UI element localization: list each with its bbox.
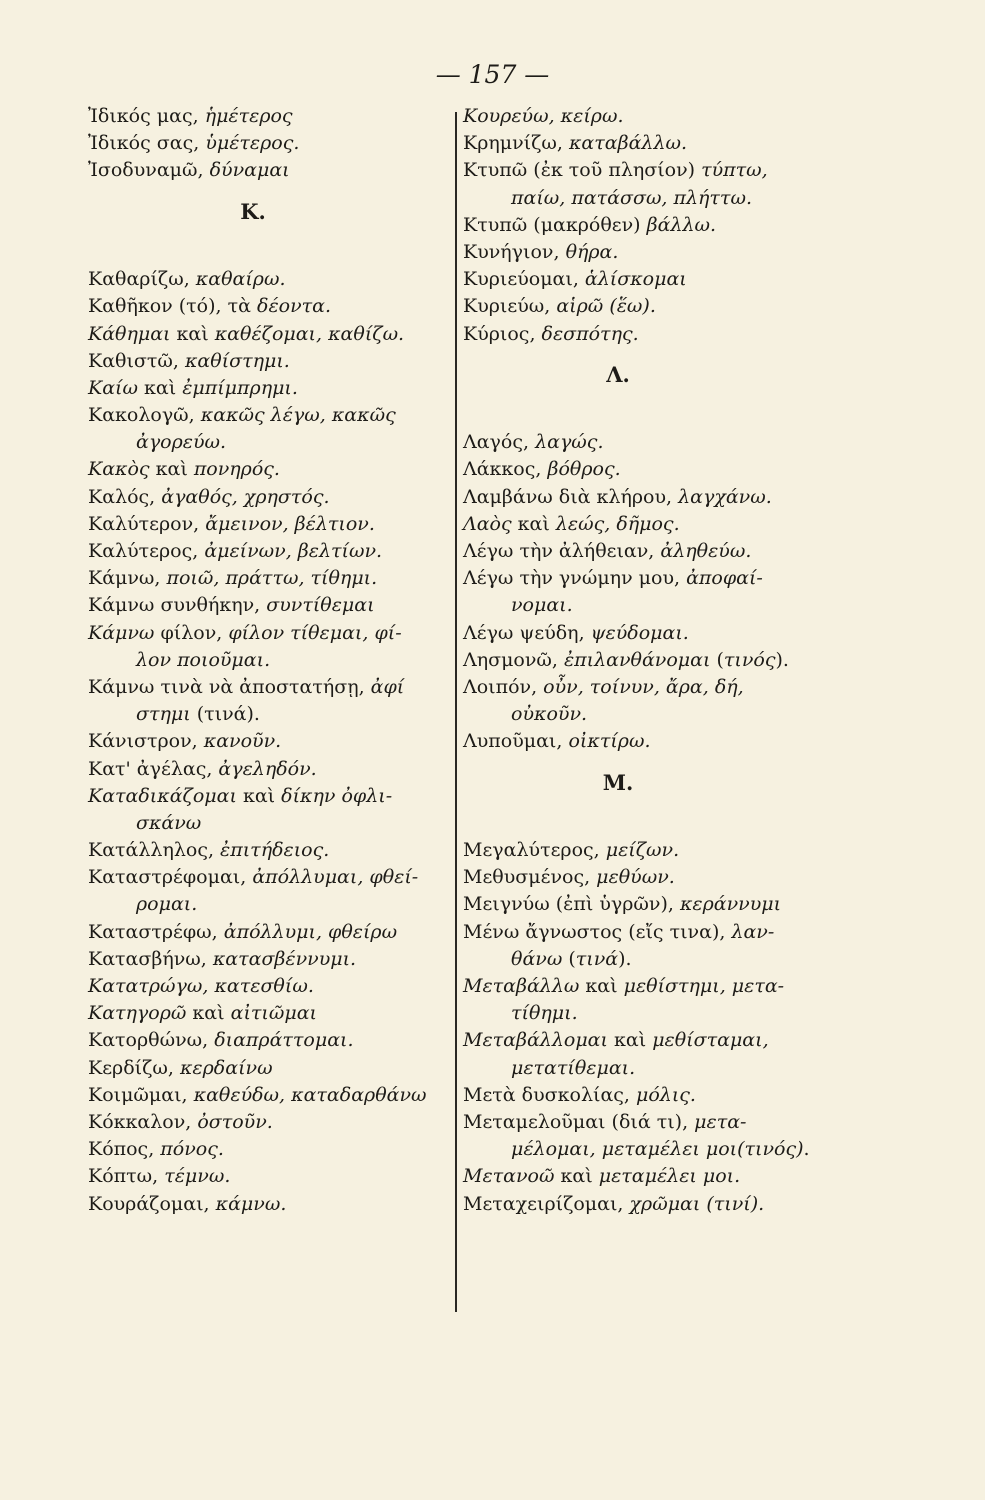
ancient-greek-term: Κακὸς — [88, 458, 150, 481]
modern-greek-term: Καλός, — [88, 485, 162, 508]
modern-greek-term: Λαγός, — [463, 431, 536, 454]
modern-greek-term: Ἰδικός μας, — [88, 105, 205, 127]
dictionary-entry — [463, 321, 813, 348]
modern-greek-term: Κτυπῶ (ἐκ τοῦ πλησίον) — [463, 159, 702, 182]
dictionary-entry — [88, 375, 458, 402]
dictionary-entry — [88, 620, 458, 647]
dictionary-entry — [463, 429, 813, 456]
modern-greek-term: Λέγω τὴν ἀλήθειαν, — [463, 540, 661, 563]
modern-greek-term: Καθαρίζω, — [88, 268, 196, 291]
ancient-greek-term: ἀγεληδόν. — [218, 757, 317, 780]
dictionary-entry — [88, 565, 458, 592]
modern-greek-term: Κυριεύω, — [463, 295, 557, 318]
dictionary-entry — [463, 484, 813, 511]
ancient-greek-term: ἀμείνων, βελτίων. — [204, 540, 383, 563]
dictionary-entry — [463, 511, 813, 538]
ancient-greek-term: δεσπότης. — [541, 322, 639, 345]
ancient-greek-term: τύπτω, — [701, 159, 768, 182]
ancient-greek-term: οὖν, τοίνυν, ἄρα, δή, — [543, 675, 744, 698]
spacer — [463, 402, 813, 429]
ancient-greek-term: καθέζομαι, καθίζω. — [214, 322, 405, 345]
ancient-greek-term: μετα- — [694, 1110, 747, 1133]
dictionary-entry — [88, 511, 458, 538]
modern-greek-term: Κάμνω συνθήκην, — [88, 594, 267, 617]
modern-greek-term: Κάμνω τινὰ νὰ ἀποστατήσῃ, — [88, 675, 371, 698]
dictionary-entry — [463, 266, 813, 293]
dictionary-entry — [463, 728, 813, 755]
left-column — [88, 103, 458, 1218]
modern-greek-term: Κακολογῶ, — [88, 404, 201, 427]
dictionary-entry — [88, 674, 458, 701]
dictionary-entry — [463, 538, 813, 565]
modern-greek-term: Λέγω τὴν γνώμην μου, — [463, 567, 687, 590]
ancient-greek-term: χρῶμαι (τινί). — [629, 1192, 765, 1215]
section-letter-heading: Λ. — [606, 361, 630, 387]
ancient-greek-term: Κατατρώγω, κατεσθίω. — [88, 975, 314, 998]
modern-greek-term: Λοιπόν, — [463, 675, 544, 698]
ancient-greek-term: Κάθημαι — [88, 322, 171, 345]
dictionary-entry — [88, 783, 458, 810]
ancient-greek-term: μεθίσταμαι, — [652, 1029, 769, 1052]
modern-greek-term: Καθῆκον (τό), τὰ — [88, 295, 257, 318]
ancient-greek-term: μέλομαι, μεταμέλει μοι(τινός) — [511, 1138, 804, 1161]
ancient-greek-term: μεθύων. — [596, 866, 675, 889]
modern-greek-term: Μεταμελοῦμαι (διά τι), — [463, 1110, 695, 1133]
ancient-greek-term: ἐπιλανθάνομαι — [563, 648, 711, 671]
ancient-greek-term: νομαι. — [511, 594, 573, 617]
entry-continuation — [463, 1000, 813, 1027]
ancient-greek-term: τινός — [723, 648, 776, 671]
ancient-greek-term: ἀγορεύω. — [136, 431, 227, 454]
ancient-greek-term: λεώς, δῆμος. — [555, 512, 680, 535]
modern-greek-term: φίλον, — [154, 621, 229, 644]
ancient-greek-term: ἀπόλλυμι, φθείρω — [223, 920, 398, 943]
modern-greek-term: Κουράζομαι, — [88, 1192, 216, 1215]
ancient-greek-term: ἐπιτήδειος. — [220, 839, 330, 862]
ancient-greek-term: καθίστημι. — [184, 349, 290, 372]
dictionary-entry — [88, 293, 458, 320]
ancient-greek-term: λαν- — [731, 920, 775, 943]
dictionary-entry — [463, 565, 813, 592]
ancient-greek-term: κεράννυμι — [679, 893, 782, 916]
modern-greek-term: Κατορθώνω, — [88, 1029, 215, 1052]
dictionary-entry — [463, 1109, 813, 1136]
ancient-greek-term: μεταμέλει μοι. — [598, 1165, 741, 1188]
dictionary-entry — [88, 402, 458, 429]
page-number: — 157 — — [435, 60, 550, 89]
dictionary-entry — [88, 130, 458, 157]
entry-continuation — [88, 429, 458, 456]
modern-greek-term: Κόπος, — [88, 1138, 161, 1161]
entry-continuation — [463, 946, 813, 973]
modern-greek-term: Καλύτερος, — [88, 540, 205, 563]
dictionary-entry — [88, 538, 458, 565]
modern-greek-term: Λαμβάνω διὰ κλήρου, — [463, 485, 679, 508]
ancient-greek-term: ὑμέτερος. — [205, 132, 300, 155]
ancient-greek-term: μείζων. — [605, 839, 680, 862]
dictionary-entry — [88, 973, 458, 1000]
modern-greek-term: ). — [775, 648, 789, 671]
dictionary-entry — [463, 891, 813, 918]
dictionary-entry — [88, 321, 458, 348]
dictionary-entry — [88, 1000, 458, 1027]
entry-continuation — [88, 701, 458, 728]
ancient-greek-term: αἱρῶ (ἕω). — [556, 295, 656, 318]
dictionary-entry — [88, 946, 458, 973]
modern-greek-term: Μεθυσμένος, — [463, 866, 597, 889]
ancient-greek-term: ψεύδομαι. — [590, 621, 689, 644]
dictionary-entry — [88, 1163, 458, 1190]
ancient-greek-term: τέμνω. — [164, 1165, 231, 1188]
modern-greek-term: Μένω ἄγνωστος (εἴς τινα), — [463, 920, 732, 943]
dictionary-entry — [463, 620, 813, 647]
ancient-greek-term: μεθίστημι, μετα- — [623, 975, 785, 998]
modern-greek-term: ( — [562, 947, 576, 970]
modern-greek-term: Λέγω ψεύδη, — [463, 621, 591, 644]
modern-greek-term: ). — [618, 947, 632, 970]
modern-greek-term: Ἰδικός σας, — [88, 132, 206, 155]
modern-greek-term: καὶ — [579, 975, 624, 998]
ancient-greek-term: οὐκοῦν. — [511, 703, 588, 726]
ancient-greek-term: ρομαι. — [136, 893, 198, 916]
modern-greek-term: καὶ — [554, 1165, 599, 1188]
modern-greek-term: Μειγνύω (ἐπὶ ὑγρῶν), — [463, 893, 680, 916]
ancient-greek-term: τίθημι. — [511, 1002, 578, 1025]
dictionary-entry — [463, 239, 813, 266]
modern-greek-term: Καλύτερον, — [88, 512, 206, 535]
modern-greek-term: Κατασβήνω, — [88, 947, 213, 970]
ancient-greek-term: καθεύδω, καταδαρθάνω — [193, 1083, 427, 1106]
entry-continuation — [463, 1055, 813, 1082]
ancient-greek-term: λαγχάνω. — [678, 485, 772, 508]
entry-continuation — [88, 810, 458, 837]
ancient-greek-term: Λαὸς — [463, 512, 512, 535]
modern-greek-term: Καθιστῶ, — [88, 349, 185, 372]
modern-greek-term: καὶ — [186, 1002, 231, 1025]
modern-greek-term: καὶ — [236, 784, 282, 807]
ancient-greek-term: οἰκτίρω. — [568, 730, 651, 753]
modern-greek-term: Κατ' ἀγέλας, — [88, 757, 219, 780]
dictionary-entry — [88, 864, 458, 891]
modern-greek-term: Μεγαλύτερος, — [463, 839, 606, 862]
ancient-greek-term: Μετανοῶ — [463, 1165, 555, 1188]
ancient-greek-term: δύναμαι — [209, 159, 290, 182]
dictionary-entry — [463, 293, 813, 320]
modern-greek-term: Ἰσοδυναμῶ, — [88, 159, 210, 182]
dictionary-entry — [463, 1082, 813, 1109]
modern-greek-term: καὶ — [137, 376, 183, 399]
dictionary-entry — [463, 674, 813, 701]
dictionary-entry — [463, 973, 813, 1000]
dictionary-entry — [88, 1136, 458, 1163]
modern-greek-term: καὶ — [149, 458, 194, 481]
dictionary-entry — [463, 919, 813, 946]
dictionary-entry — [463, 456, 813, 483]
ancient-greek-term: Κατηγορῶ — [88, 1002, 187, 1025]
dictionary-entry — [88, 837, 458, 864]
modern-greek-term: Κόπτω, — [88, 1165, 165, 1188]
dictionary-entry — [88, 919, 458, 946]
ancient-greek-term: στημι — [136, 703, 191, 726]
right-column — [463, 103, 813, 1218]
ancient-greek-term: ἀπόλλυμαι, φθεί- — [252, 866, 419, 889]
ancient-greek-term: παίω, πατάσσω, πλήττω. — [511, 186, 752, 209]
modern-greek-term: Κόκκαλον, — [88, 1110, 198, 1133]
entry-continuation — [88, 647, 458, 674]
ancient-greek-term: αἰτιῶμαι — [230, 1002, 317, 1025]
ancient-greek-term: ἡμέτερος — [204, 105, 293, 127]
ancient-greek-term: Μεταβάλλω — [463, 975, 580, 998]
ancient-greek-term: καταβάλλω. — [568, 132, 688, 155]
ancient-greek-term: Μεταβάλλομαι — [463, 1029, 608, 1052]
modern-greek-term: Κυριεύομαι, — [463, 268, 585, 291]
modern-greek-term: Κρημνίζω, — [463, 132, 569, 155]
modern-greek-term: Μεταχειρίζομαι, — [463, 1192, 630, 1215]
dictionary-entry — [463, 837, 813, 864]
ancient-greek-term: θάνω — [511, 947, 563, 970]
ancient-greek-term: ἀφί — [370, 675, 405, 698]
dictionary-entry — [463, 1191, 813, 1218]
dictionary-entry — [463, 157, 813, 184]
modern-greek-term: Κάνιστρον, — [88, 730, 204, 753]
dictionary-entry — [463, 1163, 813, 1190]
ancient-greek-term: σκάνω — [136, 811, 202, 834]
ancient-greek-term: μετατίθεμαι. — [511, 1056, 636, 1079]
dictionary-entry — [88, 1191, 458, 1218]
ancient-greek-term: διαπράττομαι. — [214, 1029, 354, 1052]
ancient-greek-term: πόνος. — [160, 1138, 224, 1161]
section-letter-heading: Κ. — [240, 198, 266, 224]
dictionary-entry — [88, 484, 458, 511]
modern-greek-term: Μετὰ δυσκολίας, — [463, 1083, 636, 1106]
dictionary-entry — [88, 756, 458, 783]
ancient-greek-term: μόλις. — [636, 1083, 696, 1106]
ancient-greek-term: πονηρός. — [193, 458, 280, 481]
modern-greek-term: (τινά). — [190, 703, 260, 726]
entry-continuation — [463, 592, 813, 619]
ancient-greek-term: Καίω — [88, 376, 138, 399]
spacer — [463, 810, 813, 837]
ancient-greek-term: Καταδικάζομαι — [88, 784, 237, 807]
ancient-greek-term: ἀληθεύω. — [660, 540, 752, 563]
dictionary-entry — [88, 157, 458, 184]
modern-greek-term: καὶ — [511, 512, 556, 535]
entry-continuation — [88, 891, 458, 918]
dictionary-entry — [88, 103, 458, 130]
ancient-greek-term: ὀστοῦν. — [197, 1110, 273, 1133]
modern-greek-term: Κύριος, — [463, 322, 542, 345]
ancient-greek-term: συντίθεμαι — [266, 594, 375, 617]
ancient-greek-term: ἄμεινον, βέλτιον. — [205, 512, 375, 535]
dictionary-entry — [463, 1027, 813, 1054]
ancient-greek-term: Κουρεύω, κείρω. — [463, 105, 624, 127]
ancient-greek-term: κανοῦν. — [203, 730, 282, 753]
modern-greek-term: καὶ — [607, 1029, 653, 1052]
dictionary-entry — [463, 212, 813, 239]
modern-greek-term: ( — [710, 648, 724, 671]
spacer — [88, 239, 458, 266]
ancient-greek-term: ἀγαθός, χρηστός. — [161, 485, 330, 508]
dictionary-entry — [463, 647, 813, 674]
ancient-greek-term: δέοντα. — [257, 295, 332, 318]
ancient-greek-term: λαγώς. — [535, 431, 604, 454]
modern-greek-term: Κερδίζω, — [88, 1056, 180, 1079]
ancient-greek-term: ἀποφαί- — [686, 567, 763, 590]
ancient-greek-term: Κάμνω — [88, 621, 155, 644]
dictionary-entry — [88, 1082, 458, 1109]
ancient-greek-term: τινά — [575, 947, 619, 970]
modern-greek-term: Λάκκος, — [463, 458, 548, 481]
modern-greek-term: Κάμνω, — [88, 567, 167, 590]
modern-greek-term: Καταστρέφω, — [88, 920, 224, 943]
ancient-greek-term: κάμνω. — [215, 1192, 287, 1215]
dictionary-entry — [88, 266, 458, 293]
ancient-greek-term: κακῶς λέγω, κακῶς — [200, 404, 396, 427]
dictionary-entry — [88, 1055, 458, 1082]
dictionary-entry — [88, 592, 458, 619]
ancient-greek-term: θήρα. — [565, 240, 619, 263]
dictionary-entry — [88, 1027, 458, 1054]
dictionary-entry — [88, 348, 458, 375]
dictionary-entry — [463, 130, 813, 157]
ancient-greek-term: ἐμπίμπρημι. — [182, 376, 298, 399]
modern-greek-term: Λησμονῶ, — [463, 648, 564, 671]
modern-greek-term: καὶ — [170, 322, 215, 345]
ancient-greek-term: βάλλω. — [646, 213, 717, 236]
modern-greek-term: Κατάλληλος, — [88, 839, 221, 862]
entry-continuation — [463, 185, 813, 212]
modern-greek-term: . — [803, 1138, 810, 1161]
modern-greek-term: Λυποῦμαι, — [463, 730, 569, 753]
modern-greek-term: Κοιμῶμαι, — [88, 1083, 194, 1106]
ancient-greek-term: δίκην ὀφλι- — [281, 784, 393, 807]
modern-greek-term: Κυνήγιον, — [463, 240, 566, 263]
modern-greek-term: Καταστρέφομαι, — [88, 866, 253, 889]
dictionary-entry — [88, 456, 458, 483]
ancient-greek-term: λον ποιοῦμαι. — [136, 648, 271, 671]
dictionary-entry — [463, 864, 813, 891]
dictionary-entry — [88, 1109, 458, 1136]
ancient-greek-term: βόθρος. — [547, 458, 621, 481]
entry-continuation — [463, 1136, 813, 1163]
ancient-greek-term: ποιῶ, πράττω, τίθημι. — [166, 567, 378, 590]
dictionary-entry — [88, 728, 458, 755]
dictionary-entry — [463, 103, 813, 130]
ancient-greek-term: φίλον τίθεμαι, φί- — [228, 621, 402, 644]
modern-greek-term: Κτυπῶ (μακρόθεν) — [463, 213, 647, 236]
ancient-greek-term: ἁλίσκομαι — [584, 268, 687, 291]
section-letter-heading: Μ. — [602, 769, 634, 795]
ancient-greek-term: καθαίρω. — [195, 268, 286, 291]
entry-continuation — [463, 701, 813, 728]
ancient-greek-term: κερδαίνω — [179, 1056, 273, 1079]
ancient-greek-term: κατασβέννυμι. — [212, 947, 357, 970]
